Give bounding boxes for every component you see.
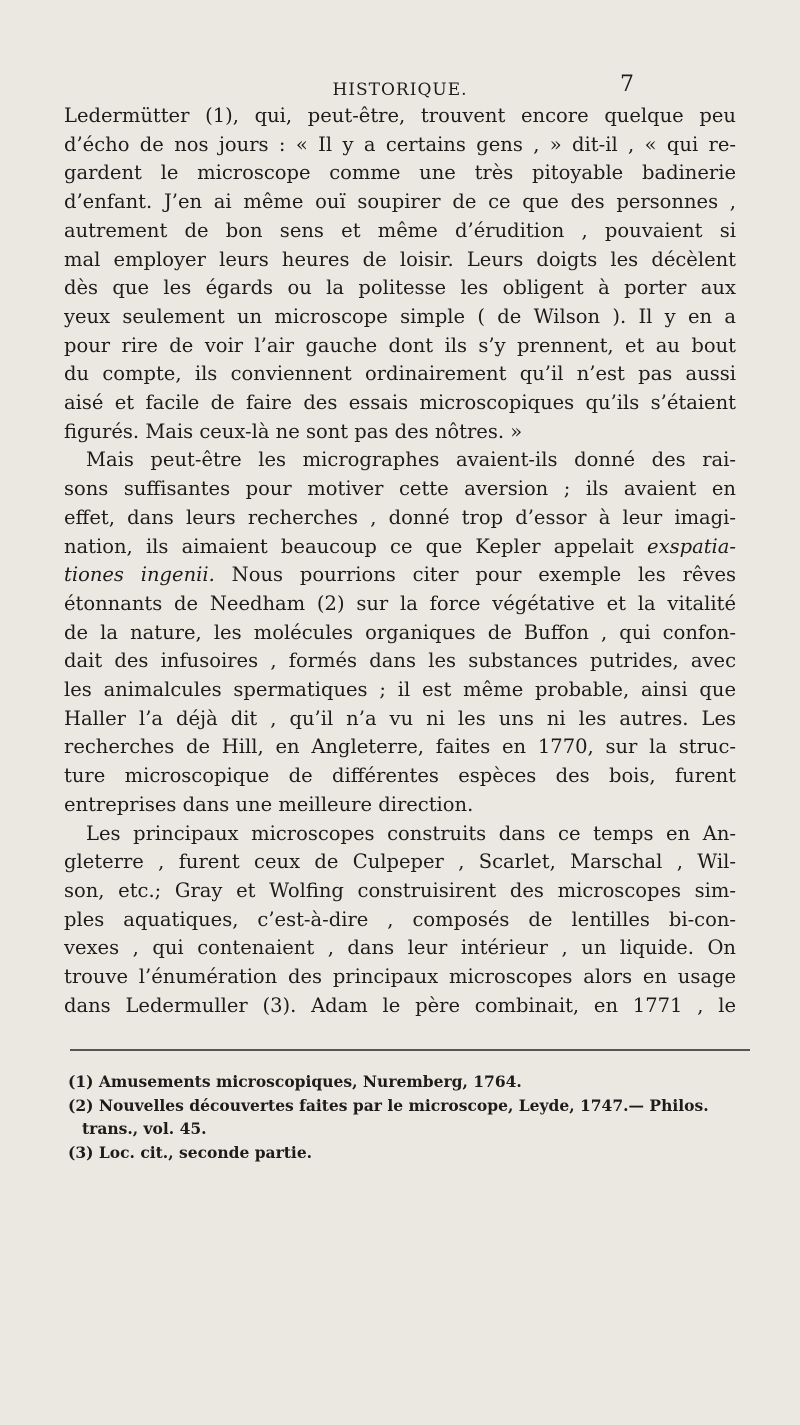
text-line: Mais peut-être les micrographes avaient-ils donné des rai- xyxy=(86,448,736,472)
text-line xyxy=(64,533,736,562)
text-line: les animalcules spermatiques ; il est même probable, ainsi que xyxy=(64,678,736,702)
text-segment: nation, ils aimaient beaucoup ce que Kepler appelait xyxy=(64,534,634,558)
running-head: HISTORIQUE. xyxy=(332,80,468,100)
text-line: ture microscopique de différentes espèces des bois, furent xyxy=(64,764,736,788)
text-line: son, etc.; Gray et Wolfing construisirent des microscopes sim- xyxy=(64,878,736,902)
text-line: de la nature, les molécules organiques de Buffon , qui confon- xyxy=(64,620,736,644)
text-line: recherches de Hill, en Angleterre, faites en 1770, sur la struc- xyxy=(64,735,736,759)
italic-phrase: tiones ingenii. xyxy=(64,563,215,587)
footnote: (2) Nouvelles découvertes faites par le microscope, Leyde, 1747.— Philos. xyxy=(68,1095,709,1115)
text-line: vexes , qui contenaient , dans leur intérieur , un liquide. On xyxy=(64,936,736,960)
text-line: aisé et facile de faire des essais microscopiques qu’ils s’étaient xyxy=(64,391,736,415)
text-line: dait des infusoires , formés dans les substances putrides, avec xyxy=(64,649,736,673)
text-line: effet, dans leurs recherches , donné trop d’essor à leur imagi- xyxy=(64,505,736,529)
text-line: du compte, ils conviennent ordinairement qu’il n’est pas aussi xyxy=(64,362,736,386)
footnote-divider xyxy=(70,1049,750,1051)
text-line: Haller l’a déjà dit , qu’il n’a vu ni les uns ni les autres. Les xyxy=(64,706,736,730)
text-line: entreprises dans une meilleure direction. xyxy=(64,792,474,816)
text-line xyxy=(64,561,736,590)
text-line: gardent le microscope comme une très pitoyable badinerie xyxy=(64,161,736,185)
footnote-continuation: trans., vol. 45. xyxy=(82,1119,207,1138)
text-line: dans Ledermuller (3). Adam le père combinait, en 1771 , le xyxy=(64,993,736,1017)
text-line: mal employer leurs heures de loisir. Leurs doigts les décèlent xyxy=(64,247,736,271)
page-number: 7 xyxy=(620,72,634,97)
text-line: d’écho de nos jours : « Il y a certains gens , » dit-il , « qui re- xyxy=(64,132,736,156)
italic-phrase: exspatia- xyxy=(647,534,736,558)
text-line: pour rire de voir l’air gauche dont ils s’y prennent, et au bout xyxy=(64,333,736,357)
text-line: figurés. Mais ceux-là ne sont pas des nôtres. » xyxy=(64,419,523,443)
body-text xyxy=(64,102,736,1021)
text-line: Les principaux microscopes construits dans ce temps en An- xyxy=(86,821,736,845)
text-segment: Nous pourrions citer pour exemple les rêves xyxy=(214,563,736,587)
footnote: (1) Amusements microscopiques, Nuremberg, 1764. xyxy=(68,1072,522,1091)
text-line: Ledermütter (1), qui, peut-être, trouvent encore quelque peu xyxy=(64,104,736,127)
text-line: trouve l’énumération des principaux microscopes alors en usage xyxy=(64,965,736,989)
text-line: étonnants de Needham (2) sur la force végétative et la vitalité xyxy=(64,591,736,615)
text-line: gleterre , furent ceux de Culpeper , Scarlet, Marschal , Wil- xyxy=(64,850,736,874)
text-line: ples aquatiques, c’est-à-dire , composés de lentilles bi-con- xyxy=(64,907,736,931)
text-line: yeux seulement un microscope simple ( de Wilson ). Il y en a xyxy=(64,304,736,328)
text-line: dès que les égards ou la politesse les obligent à porter aux xyxy=(64,276,736,300)
footnotes xyxy=(68,1070,740,1164)
text-line: d’enfant. J’en ai même ouï soupirer de ce que des personnes , xyxy=(64,190,736,214)
text-line: autrement de bon sens et même d’érudition , pouvaient si xyxy=(64,218,736,242)
footnote: (3) Loc. cit., seconde partie. xyxy=(68,1142,313,1162)
text-line: sons suffisantes pour motiver cette aversion ; ils avaient en xyxy=(64,477,736,501)
